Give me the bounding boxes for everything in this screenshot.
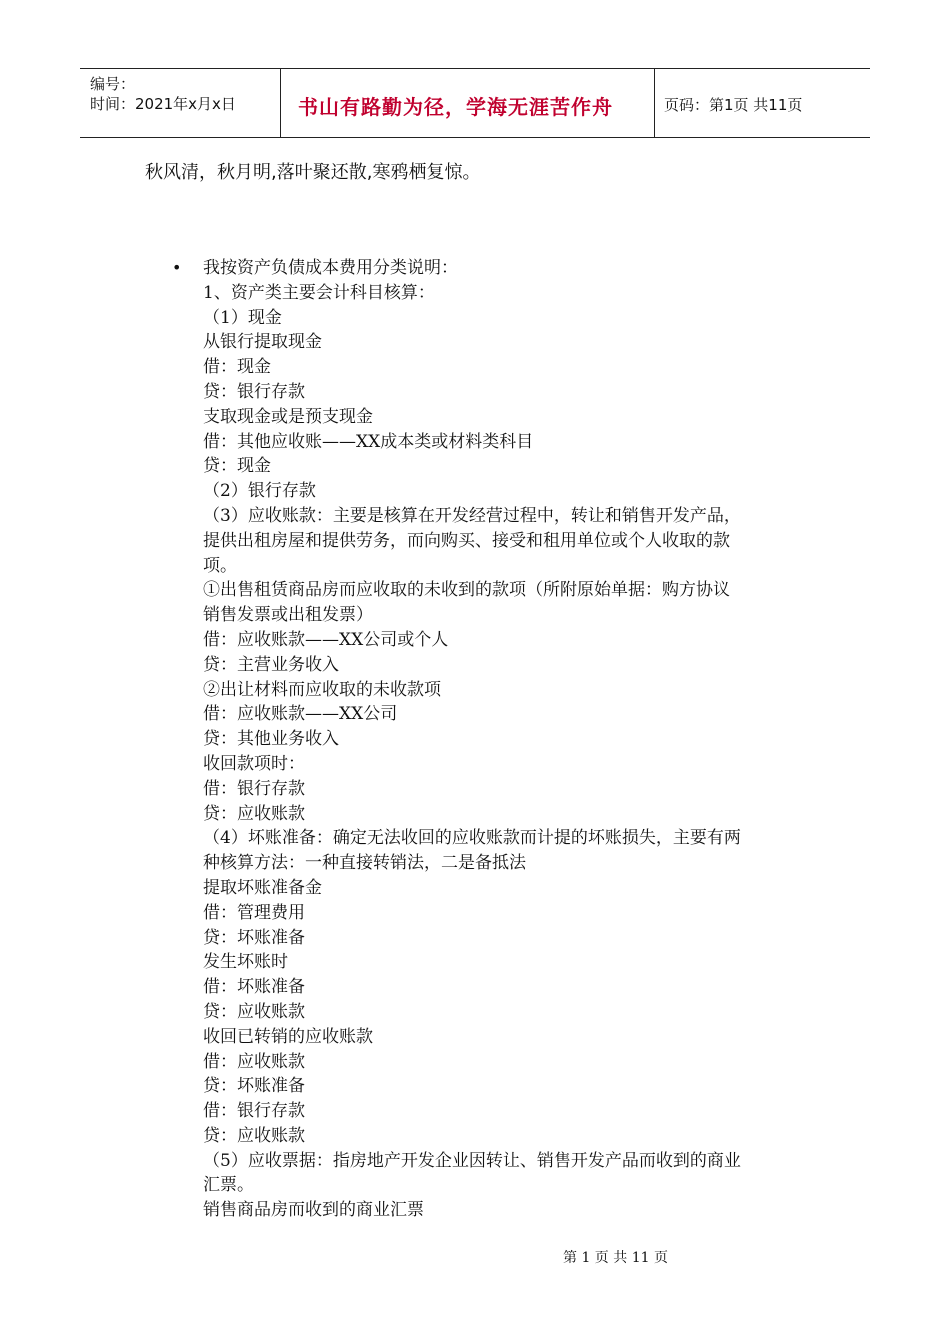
body-line: 借：管理费用 — [203, 902, 305, 923]
body-line: 借：银行存款 — [203, 1101, 305, 1122]
body-line: 借：应收账款——XX公司或个人 — [203, 629, 449, 650]
header-divider — [654, 69, 655, 137]
body-line: 借：坏账准备 — [203, 977, 305, 998]
body-line: 借：应收账款 — [203, 1051, 305, 1072]
body-line: 收回款项时： — [203, 753, 305, 774]
body-line: 借：银行存款 — [203, 778, 305, 799]
page-footer: 第 1 页 共 11 页 — [563, 1250, 668, 1266]
body-line: 贷：主营业务收入 — [203, 654, 339, 675]
page-header — [80, 68, 870, 138]
body-line: 借：现金 — [203, 357, 271, 378]
header-code-label: 编号： — [90, 75, 136, 93]
body-line: 借：其他应收账——XX成本类或材料类科目 — [203, 431, 534, 452]
body-line: ①出售租赁商品房而应收取的未收到的款项（所附原始单据：购方协议 — [203, 580, 730, 601]
body-line: 贷：现金 — [203, 456, 271, 477]
header-divider — [280, 69, 281, 137]
poem-line: 秋风清，秋月明,落叶聚还散,寒鸦栖复惊。 — [145, 162, 481, 183]
body-line: 从银行提取现金 — [203, 332, 322, 353]
body-line: （4）坏账准备：确定无法收回的应收账款而计提的坏账损失，主要有两 — [203, 828, 741, 849]
document-body — [203, 256, 813, 1223]
body-line: 贷：坏账准备 — [203, 1076, 305, 1097]
body-line: （5）应收票据：指房地产开发企业因转让、销售开发产品而收到的商业 — [203, 1150, 741, 1171]
body-line: 销售商品房而收到的商业汇票 — [203, 1200, 424, 1221]
body-line: 贷：银行存款 — [203, 381, 305, 402]
body-line: 贷：坏账准备 — [203, 927, 305, 948]
body-line: 提取坏账准备金 — [203, 877, 322, 898]
body-line: 贷：应收账款 — [203, 803, 305, 824]
body-line: 销售发票或出租发票） — [203, 605, 373, 626]
body-line: 借：应收账款——XX公司 — [203, 704, 398, 725]
body-line: （2）银行存款 — [203, 481, 316, 502]
body-line: （1）现金 — [203, 307, 282, 328]
body-line: 贷：其他业务收入 — [203, 729, 339, 750]
header-page-number: 页码：第1页 共11页 — [664, 96, 803, 114]
body-line: 1、资产类主要会计科目核算： — [203, 282, 435, 303]
header-date: 时间：2021年x月x日 — [90, 95, 236, 113]
body-line: 汇票。 — [203, 1175, 254, 1196]
body-line: 贷：应收账款 — [203, 1125, 305, 1146]
body-line: ②出让材料而应收取的未收款项 — [203, 679, 441, 700]
body-line: （3）应收账款：主要是核算在开发经营过程中，转让和销售开发产品， — [203, 505, 741, 526]
body-line: 贷：应收账款 — [203, 1001, 305, 1022]
body-line: 收回已转销的应收账款 — [203, 1026, 373, 1047]
body-line: 我按资产负债成本费用分类说明： — [203, 258, 458, 278]
bullet-icon: • — [172, 258, 182, 277]
body-line: 提供出租房屋和提供劳务，而向购买、接受和租用单位或个人收取的款 — [203, 530, 730, 551]
body-line: 发生坏账时 — [203, 952, 288, 973]
body-line: 种核算方法：一种直接转销法，二是备抵法 — [203, 853, 526, 874]
body-line: 支取现金或是预支现金 — [203, 406, 373, 427]
body-line: 项。 — [203, 555, 237, 576]
header-motto: 书山有路勤为径，学海无涯苦作舟 — [298, 95, 613, 119]
